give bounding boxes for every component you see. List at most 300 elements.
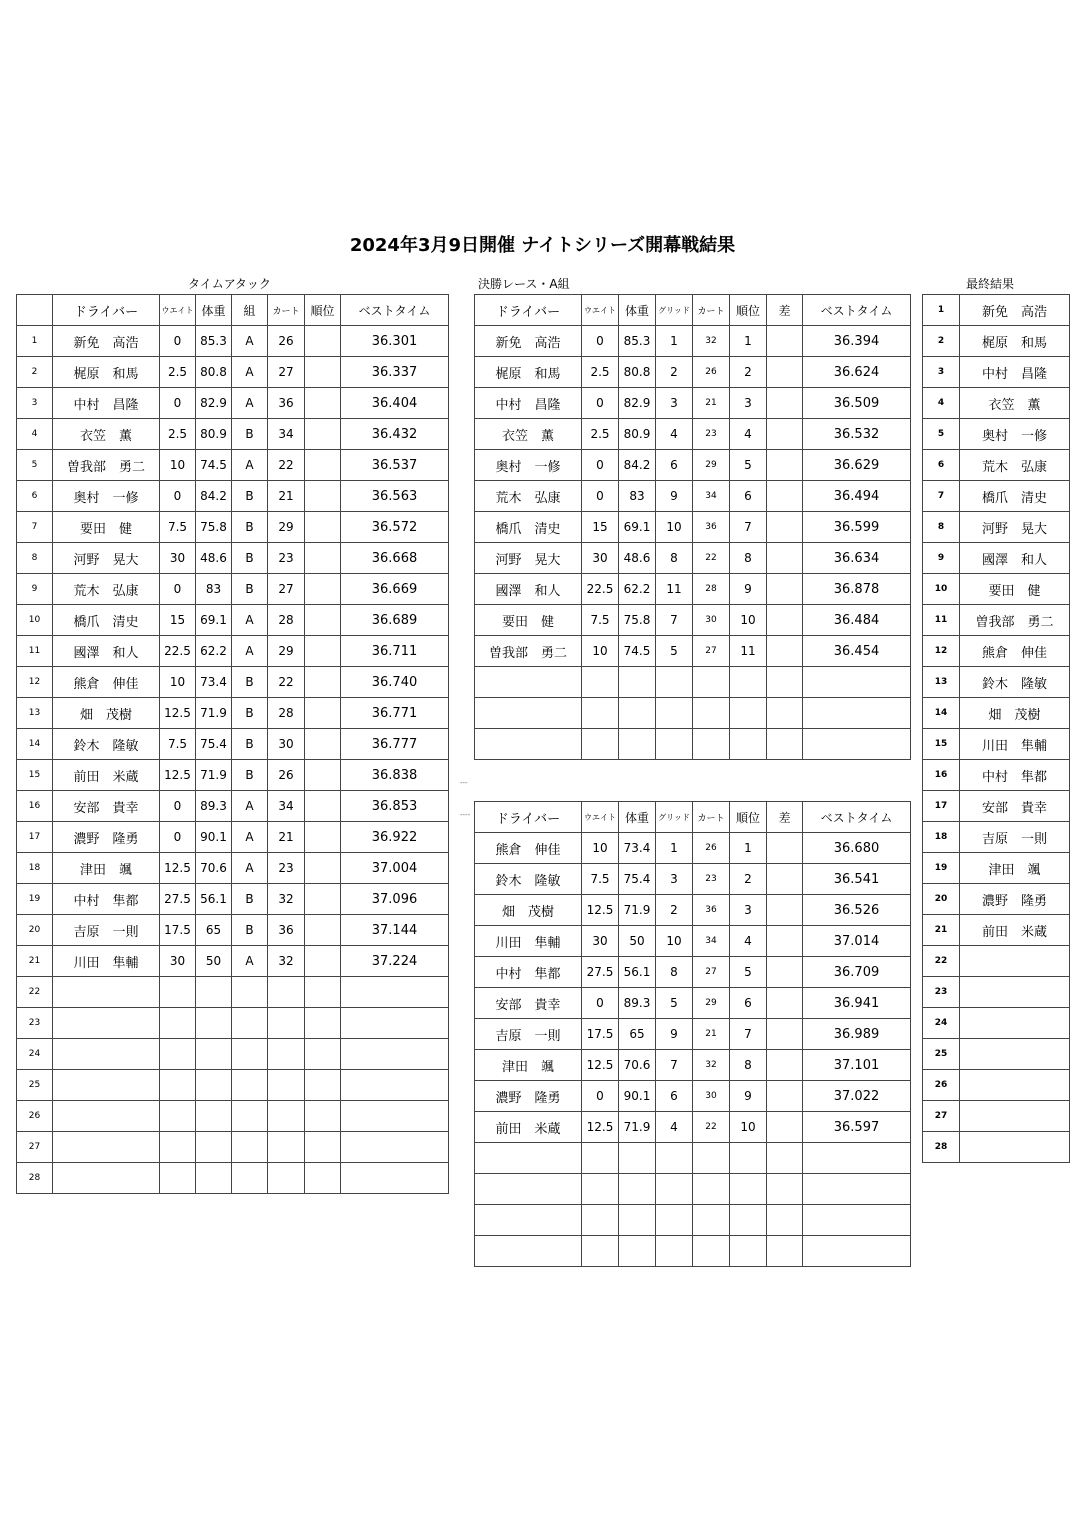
driver-name bbox=[960, 1039, 1070, 1070]
position bbox=[730, 1174, 767, 1205]
weight: 0 bbox=[160, 791, 196, 822]
table-row bbox=[475, 1112, 911, 1143]
kart: 23 bbox=[268, 853, 305, 884]
driver-name bbox=[53, 1008, 160, 1039]
group: B bbox=[232, 760, 268, 791]
body-weight bbox=[196, 1163, 232, 1194]
driver-name: 河野 晃大 bbox=[475, 543, 582, 574]
best-time: 37.101 bbox=[803, 1050, 911, 1081]
time-attack-caption: タイムアタック bbox=[188, 277, 271, 291]
row-number: 7 bbox=[17, 512, 53, 543]
kart: 34 bbox=[693, 481, 730, 512]
best-time: 36.301 bbox=[341, 326, 449, 357]
driver-name: 吉原 一則 bbox=[53, 915, 160, 946]
kart: 28 bbox=[268, 605, 305, 636]
table-row bbox=[475, 419, 911, 450]
gap bbox=[767, 926, 803, 957]
best-time: 36.709 bbox=[803, 957, 911, 988]
group: B bbox=[232, 698, 268, 729]
kart: 29 bbox=[268, 636, 305, 667]
table-row bbox=[475, 1019, 911, 1050]
body-weight: 62.2 bbox=[196, 636, 232, 667]
best-time: 36.989 bbox=[803, 1019, 911, 1050]
body-weight: 65 bbox=[619, 1019, 656, 1050]
final-rank: 4 bbox=[923, 388, 960, 419]
weight: 22.5 bbox=[582, 574, 619, 605]
driver-name: 濃野 隆勇 bbox=[960, 884, 1070, 915]
weight bbox=[582, 1205, 619, 1236]
table-row bbox=[17, 450, 449, 481]
grid: 6 bbox=[656, 450, 693, 481]
final-rank: 22 bbox=[923, 946, 960, 977]
driver-name bbox=[53, 1163, 160, 1194]
grid bbox=[656, 698, 693, 729]
driver-name: 梶原 和馬 bbox=[475, 357, 582, 388]
grid: 1 bbox=[656, 833, 693, 864]
position bbox=[305, 729, 341, 760]
best-time: 36.680 bbox=[803, 833, 911, 864]
position bbox=[305, 1039, 341, 1070]
body-weight: 83 bbox=[196, 574, 232, 605]
body-weight: 69.1 bbox=[196, 605, 232, 636]
position bbox=[305, 667, 341, 698]
kart: 34 bbox=[693, 926, 730, 957]
driver-name bbox=[475, 1143, 582, 1174]
kart bbox=[693, 1236, 730, 1267]
weight: 0 bbox=[160, 822, 196, 853]
row-number: 17 bbox=[17, 822, 53, 853]
driver-name: 中村 昌隆 bbox=[960, 357, 1070, 388]
body-weight: 75.4 bbox=[619, 864, 656, 895]
best-time: 36.668 bbox=[341, 543, 449, 574]
header-driver: ドライバー bbox=[475, 802, 582, 833]
best-time: 36.740 bbox=[341, 667, 449, 698]
best-time bbox=[803, 1236, 911, 1267]
kart: 26 bbox=[693, 833, 730, 864]
grid: 2 bbox=[656, 357, 693, 388]
position bbox=[730, 729, 767, 760]
kart: 29 bbox=[268, 512, 305, 543]
kart: 22 bbox=[268, 667, 305, 698]
grid: 8 bbox=[656, 543, 693, 574]
kart bbox=[268, 1070, 305, 1101]
header-driver: ドライバー bbox=[53, 295, 160, 326]
final-rank: 5 bbox=[923, 419, 960, 450]
table-row bbox=[17, 1070, 449, 1101]
best-time: 36.454 bbox=[803, 636, 911, 667]
best-time bbox=[803, 729, 911, 760]
driver-name: 橋爪 清史 bbox=[53, 605, 160, 636]
table-row bbox=[17, 543, 449, 574]
position bbox=[305, 574, 341, 605]
kart: 21 bbox=[693, 1019, 730, 1050]
position bbox=[305, 1132, 341, 1163]
weight: 0 bbox=[582, 450, 619, 481]
table-row bbox=[17, 512, 449, 543]
gap bbox=[767, 326, 803, 357]
driver-name: 荒木 弘康 bbox=[53, 574, 160, 605]
weight: 10 bbox=[582, 636, 619, 667]
final-rank: 6 bbox=[923, 450, 960, 481]
table-row bbox=[923, 295, 1070, 326]
kart: 29 bbox=[693, 450, 730, 481]
group: A bbox=[232, 822, 268, 853]
best-time: 36.878 bbox=[803, 574, 911, 605]
driver-name: 畑 茂樹 bbox=[53, 698, 160, 729]
table-row bbox=[17, 667, 449, 698]
kart: 34 bbox=[268, 419, 305, 450]
final-rank: 16 bbox=[923, 760, 960, 791]
kart: 26 bbox=[268, 760, 305, 791]
table-row bbox=[17, 1101, 449, 1132]
driver-name: 畑 茂樹 bbox=[475, 895, 582, 926]
grid: 9 bbox=[656, 481, 693, 512]
group bbox=[232, 1101, 268, 1132]
body-weight: 69.1 bbox=[619, 512, 656, 543]
best-time: 36.922 bbox=[341, 822, 449, 853]
position bbox=[730, 698, 767, 729]
driver-name bbox=[960, 1008, 1070, 1039]
time-attack-table bbox=[16, 294, 449, 1194]
gap bbox=[767, 1174, 803, 1205]
kart bbox=[268, 1163, 305, 1194]
position bbox=[305, 1070, 341, 1101]
weight bbox=[582, 698, 619, 729]
table-row bbox=[17, 326, 449, 357]
body-weight: 73.4 bbox=[196, 667, 232, 698]
driver-name: 國澤 和人 bbox=[475, 574, 582, 605]
body-weight: 56.1 bbox=[619, 957, 656, 988]
body-weight: 74.5 bbox=[619, 636, 656, 667]
best-time: 36.394 bbox=[803, 326, 911, 357]
table-row bbox=[923, 1132, 1070, 1163]
best-time: 36.838 bbox=[341, 760, 449, 791]
table-row bbox=[475, 864, 911, 895]
table-row bbox=[923, 698, 1070, 729]
position bbox=[305, 884, 341, 915]
table-row bbox=[17, 822, 449, 853]
position: 10 bbox=[730, 1112, 767, 1143]
driver-name: 要田 健 bbox=[960, 574, 1070, 605]
group: B bbox=[232, 543, 268, 574]
header-best-time: ベストタイム bbox=[803, 802, 911, 833]
body-weight bbox=[196, 1070, 232, 1101]
table-row bbox=[475, 988, 911, 1019]
best-time: 36.541 bbox=[803, 864, 911, 895]
table-row bbox=[17, 1008, 449, 1039]
position: 11 bbox=[730, 636, 767, 667]
header-kart: カート bbox=[268, 295, 305, 326]
gap bbox=[767, 419, 803, 450]
body-weight: 80.9 bbox=[196, 419, 232, 450]
table-row bbox=[17, 481, 449, 512]
best-time: 37.224 bbox=[341, 946, 449, 977]
driver-name: 衣笠 薫 bbox=[53, 419, 160, 450]
table-row bbox=[17, 853, 449, 884]
body-weight bbox=[619, 1143, 656, 1174]
body-weight: 73.4 bbox=[619, 833, 656, 864]
gap bbox=[767, 1081, 803, 1112]
table-row bbox=[475, 926, 911, 957]
weight: 7.5 bbox=[160, 512, 196, 543]
position bbox=[730, 667, 767, 698]
table-row bbox=[475, 1236, 911, 1267]
header-gap: 差 bbox=[767, 802, 803, 833]
row-number: 16 bbox=[17, 791, 53, 822]
row-number: 13 bbox=[17, 698, 53, 729]
gap bbox=[767, 605, 803, 636]
body-weight bbox=[619, 729, 656, 760]
body-weight: 48.6 bbox=[196, 543, 232, 574]
kart: 36 bbox=[693, 895, 730, 926]
kart bbox=[268, 1101, 305, 1132]
group: B bbox=[232, 419, 268, 450]
driver-name bbox=[475, 1174, 582, 1205]
kart: 28 bbox=[268, 698, 305, 729]
driver-name: 川田 隼輔 bbox=[53, 946, 160, 977]
body-weight bbox=[196, 977, 232, 1008]
weight: 12.5 bbox=[582, 895, 619, 926]
weight: 12.5 bbox=[582, 1050, 619, 1081]
driver-name: 川田 隼輔 bbox=[960, 729, 1070, 760]
position: 9 bbox=[730, 574, 767, 605]
gap bbox=[767, 667, 803, 698]
position: 5 bbox=[730, 957, 767, 988]
driver-name: 前田 米蔵 bbox=[53, 760, 160, 791]
weight: 27.5 bbox=[582, 957, 619, 988]
row-number: 24 bbox=[17, 1039, 53, 1070]
table-row bbox=[17, 729, 449, 760]
table-row bbox=[923, 760, 1070, 791]
group: A bbox=[232, 853, 268, 884]
weight: 15 bbox=[582, 512, 619, 543]
final-results-caption: 最終結果 bbox=[966, 277, 1015, 291]
grid bbox=[656, 1236, 693, 1267]
grid: 5 bbox=[656, 988, 693, 1019]
group: A bbox=[232, 357, 268, 388]
best-time bbox=[341, 1008, 449, 1039]
gap bbox=[767, 1236, 803, 1267]
grid bbox=[656, 729, 693, 760]
weight: 30 bbox=[582, 926, 619, 957]
best-time bbox=[341, 1070, 449, 1101]
table-row bbox=[17, 760, 449, 791]
position: 6 bbox=[730, 481, 767, 512]
best-time: 36.572 bbox=[341, 512, 449, 543]
kart bbox=[268, 977, 305, 1008]
header-body-weight: 体重 bbox=[196, 295, 232, 326]
position: 5 bbox=[730, 450, 767, 481]
position: 9 bbox=[730, 1081, 767, 1112]
best-time: 36.634 bbox=[803, 543, 911, 574]
gap bbox=[767, 1112, 803, 1143]
position bbox=[305, 543, 341, 574]
kart bbox=[693, 1143, 730, 1174]
kart bbox=[268, 1008, 305, 1039]
position bbox=[305, 605, 341, 636]
table-row bbox=[17, 1163, 449, 1194]
grid: 3 bbox=[656, 864, 693, 895]
driver-name: 衣笠 薫 bbox=[475, 419, 582, 450]
table-row bbox=[475, 957, 911, 988]
header-best-time: ベストタイム bbox=[341, 295, 449, 326]
body-weight: 48.6 bbox=[619, 543, 656, 574]
body-weight bbox=[619, 1174, 656, 1205]
kart bbox=[268, 1132, 305, 1163]
row-number: 8 bbox=[17, 543, 53, 574]
table-row bbox=[923, 450, 1070, 481]
driver-name bbox=[475, 1205, 582, 1236]
body-weight: 65 bbox=[196, 915, 232, 946]
weight: 10 bbox=[582, 833, 619, 864]
driver-name: 中村 昌隆 bbox=[475, 388, 582, 419]
body-weight: 85.3 bbox=[619, 326, 656, 357]
kart: 23 bbox=[268, 543, 305, 574]
grid: 7 bbox=[656, 1050, 693, 1081]
body-weight: 80.8 bbox=[196, 357, 232, 388]
body-weight: 50 bbox=[619, 926, 656, 957]
final-b-table bbox=[474, 801, 911, 1267]
final-a-table bbox=[474, 294, 911, 760]
best-time: 37.096 bbox=[341, 884, 449, 915]
driver-name bbox=[53, 977, 160, 1008]
final-rank: 7 bbox=[923, 481, 960, 512]
final-rank: 21 bbox=[923, 915, 960, 946]
driver-name bbox=[475, 729, 582, 760]
weight bbox=[160, 1163, 196, 1194]
header-grid: グリッド bbox=[656, 295, 693, 326]
body-weight: 84.2 bbox=[196, 481, 232, 512]
group: B bbox=[232, 574, 268, 605]
best-time: 36.526 bbox=[803, 895, 911, 926]
group bbox=[232, 1163, 268, 1194]
row-number: 28 bbox=[17, 1163, 53, 1194]
weight bbox=[582, 1174, 619, 1205]
driver-name: 川田 隼輔 bbox=[475, 926, 582, 957]
position bbox=[305, 915, 341, 946]
best-time bbox=[341, 977, 449, 1008]
body-weight bbox=[196, 1008, 232, 1039]
final-rank: 26 bbox=[923, 1070, 960, 1101]
weight bbox=[160, 1039, 196, 1070]
kart bbox=[693, 698, 730, 729]
table-row bbox=[923, 822, 1070, 853]
table-row bbox=[17, 946, 449, 977]
kart: 28 bbox=[693, 574, 730, 605]
table-row bbox=[923, 512, 1070, 543]
driver-name bbox=[960, 946, 1070, 977]
table-row bbox=[923, 946, 1070, 977]
gap bbox=[767, 1019, 803, 1050]
header-group: 組 bbox=[232, 295, 268, 326]
header-weight: ウエイト bbox=[582, 295, 619, 326]
table-row bbox=[475, 698, 911, 729]
body-weight: 71.9 bbox=[619, 895, 656, 926]
row-number: 5 bbox=[17, 450, 53, 481]
table-row bbox=[475, 357, 911, 388]
position bbox=[305, 419, 341, 450]
gap bbox=[767, 388, 803, 419]
grid: 8 bbox=[656, 957, 693, 988]
header-kart: カート bbox=[693, 802, 730, 833]
body-weight: 75.4 bbox=[196, 729, 232, 760]
body-weight bbox=[619, 1236, 656, 1267]
table-row bbox=[475, 1143, 911, 1174]
position: 7 bbox=[730, 1019, 767, 1050]
driver-name: 熊倉 伸佳 bbox=[475, 833, 582, 864]
final-results-table bbox=[922, 294, 1070, 1163]
header-best-time: ベストタイム bbox=[803, 295, 911, 326]
best-time: 36.711 bbox=[341, 636, 449, 667]
row-number: 27 bbox=[17, 1132, 53, 1163]
table-row bbox=[923, 977, 1070, 1008]
gap bbox=[767, 1050, 803, 1081]
table-row bbox=[17, 915, 449, 946]
table-row bbox=[475, 1174, 911, 1205]
kart bbox=[693, 667, 730, 698]
header-weight: ウエイト bbox=[160, 295, 196, 326]
driver-name: 新免 高浩 bbox=[960, 295, 1070, 326]
group: B bbox=[232, 915, 268, 946]
table-row bbox=[17, 1132, 449, 1163]
final-rank: 20 bbox=[923, 884, 960, 915]
separator-dash: --- bbox=[460, 779, 468, 787]
position: 6 bbox=[730, 988, 767, 1019]
best-time: 36.532 bbox=[803, 419, 911, 450]
body-weight: 80.8 bbox=[619, 357, 656, 388]
position bbox=[305, 1101, 341, 1132]
gap bbox=[767, 957, 803, 988]
grid bbox=[656, 667, 693, 698]
kart: 36 bbox=[268, 388, 305, 419]
best-time: 36.853 bbox=[341, 791, 449, 822]
weight: 0 bbox=[160, 326, 196, 357]
position bbox=[305, 450, 341, 481]
row-number: 26 bbox=[17, 1101, 53, 1132]
final-rank: 27 bbox=[923, 1101, 960, 1132]
driver-name: 吉原 一則 bbox=[960, 822, 1070, 853]
best-time: 36.624 bbox=[803, 357, 911, 388]
best-time: 36.777 bbox=[341, 729, 449, 760]
gap bbox=[767, 698, 803, 729]
table-row bbox=[17, 884, 449, 915]
table-row bbox=[923, 636, 1070, 667]
table-row bbox=[923, 1070, 1070, 1101]
header-grid: グリッド bbox=[656, 802, 693, 833]
position bbox=[730, 1205, 767, 1236]
weight: 2.5 bbox=[160, 419, 196, 450]
driver-name bbox=[53, 1070, 160, 1101]
position bbox=[305, 357, 341, 388]
kart: 21 bbox=[268, 481, 305, 512]
best-time: 37.014 bbox=[803, 926, 911, 957]
final-rank: 3 bbox=[923, 357, 960, 388]
table-row bbox=[475, 1205, 911, 1236]
kart: 32 bbox=[693, 326, 730, 357]
driver-name: 津田 颯 bbox=[960, 853, 1070, 884]
driver-name: 濃野 隆勇 bbox=[53, 822, 160, 853]
position: 10 bbox=[730, 605, 767, 636]
driver-name: 奥村 一修 bbox=[960, 419, 1070, 450]
driver-name: 前田 米蔵 bbox=[960, 915, 1070, 946]
gap bbox=[767, 636, 803, 667]
driver-name: 津田 颯 bbox=[475, 1050, 582, 1081]
final-rank: 24 bbox=[923, 1008, 960, 1039]
weight: 2.5 bbox=[582, 357, 619, 388]
kart: 23 bbox=[693, 864, 730, 895]
driver-name: 奥村 一修 bbox=[53, 481, 160, 512]
gap bbox=[767, 512, 803, 543]
